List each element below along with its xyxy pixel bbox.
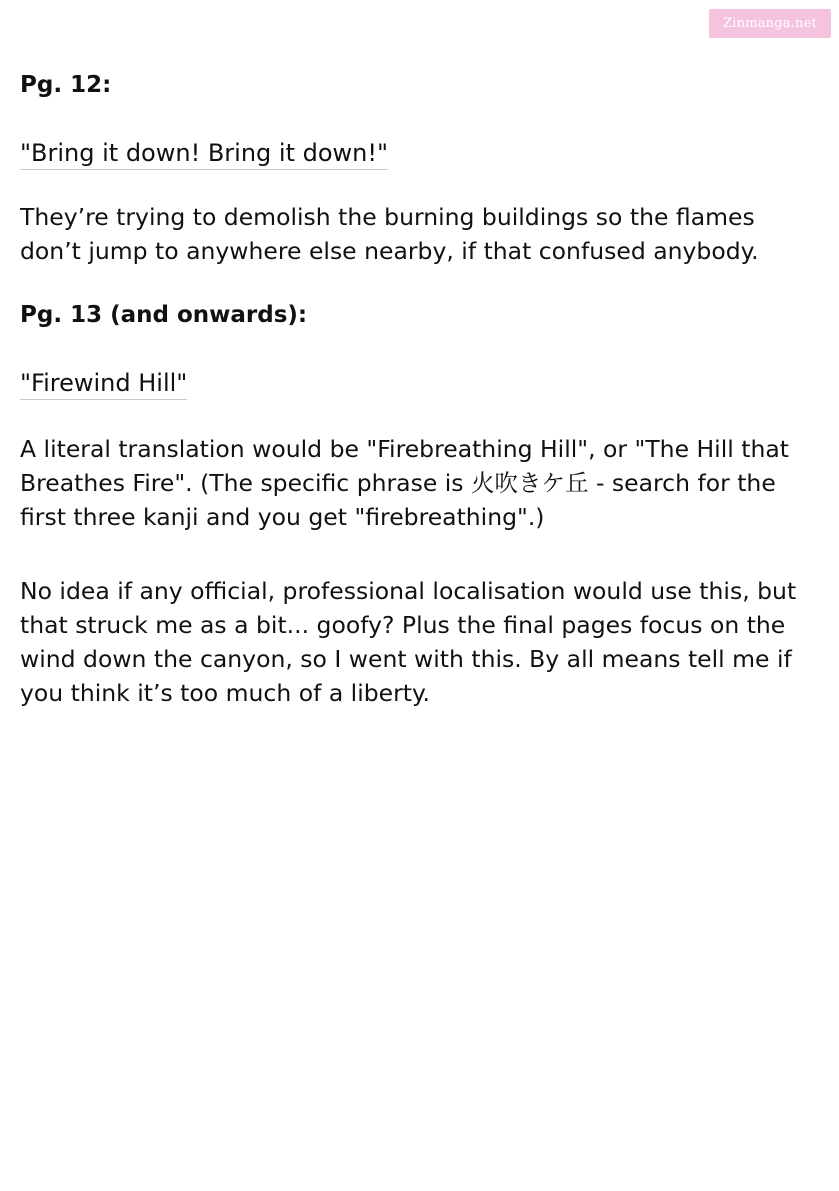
quoted-phrase: "Bring it down! Bring it down!" xyxy=(20,138,388,170)
section-heading-pg13: Pg. 13 (and onwards): xyxy=(20,302,308,328)
quoted-phrase: "Firewind Hill" xyxy=(20,368,187,400)
note-paragraph: They’re trying to demolish the burning buildings so the flames don’t jump to anywhere else nearby, if that confused anybody. xyxy=(20,203,759,265)
note-paragraph: No idea if any official, professional localisation would use this, but that struck me as a bit... goofy? Plus the final pages focus on the wind down the canyon, so I went with this. By all means tell me if you think it’s too much of a liberty. xyxy=(20,577,797,707)
site-watermark: Zinmanga.net xyxy=(709,9,831,38)
section-heading-pg12: Pg. 12: xyxy=(20,72,112,98)
quote-line-pg12 xyxy=(20,136,388,170)
quote-line-pg13 xyxy=(20,366,187,400)
note-paragraph: A literal translation would be "Firebreathing Hill", or "The Hill that Breathes Fire". (The specific phrase is 火吹きケ丘 - search for the first three kanji and you get "firebreathing".) xyxy=(20,435,789,531)
